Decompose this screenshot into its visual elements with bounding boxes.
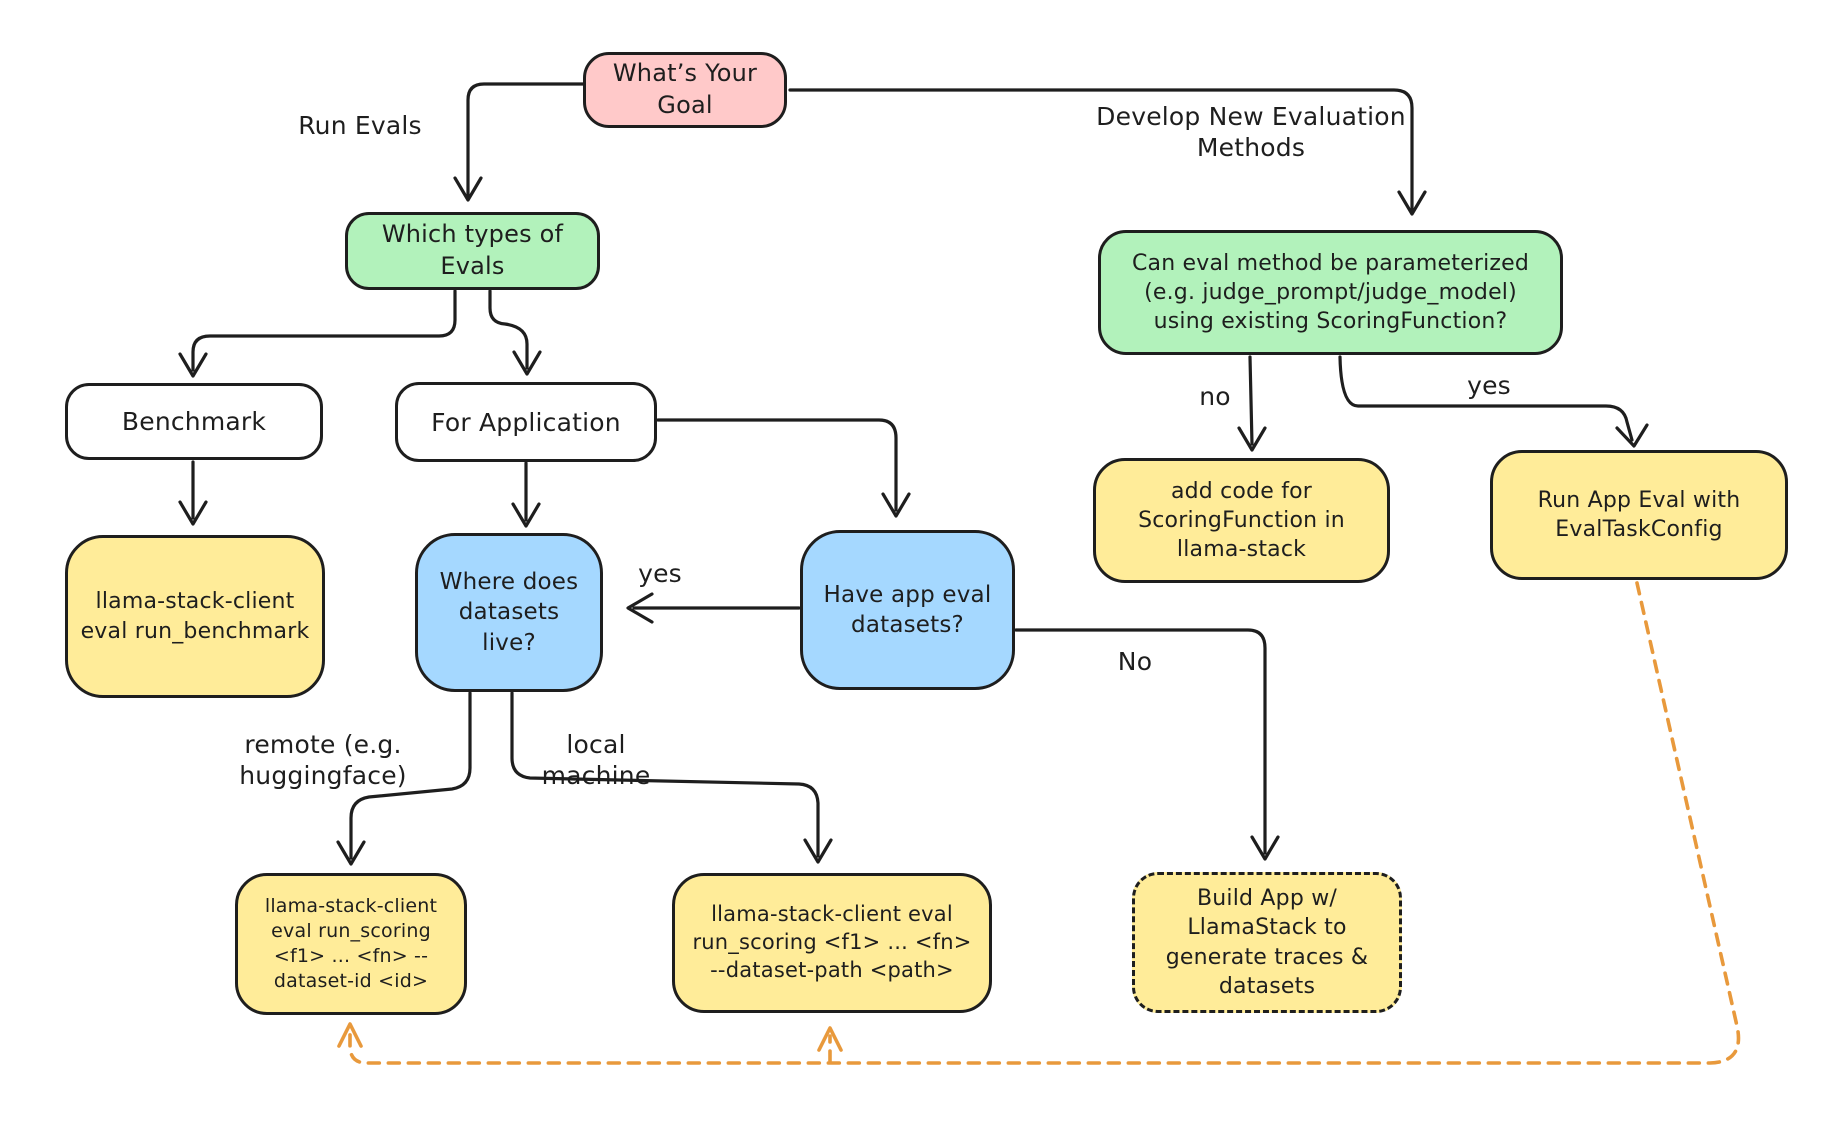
- edge-label-no-have-datasets: No: [1117, 647, 1153, 676]
- edge-label-yes-scoring-fn: yes: [1467, 371, 1511, 400]
- node-run-app-eval: Run App Eval with EvalTaskConfig: [1490, 450, 1788, 580]
- edge-label-no-scoring-fn: no: [1199, 382, 1231, 411]
- node-benchmark: Benchmark: [65, 383, 323, 460]
- node-whats-your-goal: What’s Your Goal: [583, 52, 787, 128]
- node-add-code-scoring-function: add code for ScoringFunction in llama-stack: [1093, 458, 1390, 583]
- edge-label-develop-new-methods: Develop New Evaluation Methods: [1096, 102, 1406, 163]
- edge-which-to-for-application: [490, 291, 540, 374]
- node-can-eval-be-parameterized: Can eval method be parameterized (e.g. judge_prompt/judge_model) using existing ScoringFunction?: [1098, 230, 1563, 355]
- edge-label-local-machine: local machine: [541, 730, 651, 791]
- edge-label-remote-huggingface: remote (e.g. huggingface): [239, 730, 407, 791]
- node-run-scoring-dataset-path: llama-stack-client eval run_scoring <f1> ... <fn> --dataset-path <path>: [672, 873, 992, 1013]
- edge-label-yes-have-datasets: yes: [638, 559, 682, 588]
- edge-benchmark-to-run-benchmark: [180, 462, 206, 524]
- edge-which-to-benchmark: [180, 291, 455, 376]
- node-run-scoring-dataset-id: llama-stack-client eval run_scoring <f1> ... <fn> --dataset-id <id>: [235, 873, 467, 1015]
- node-build-app-llamastack: Build App w/ LlamaStack to generate traces & datasets: [1132, 872, 1402, 1013]
- edge-label-run-evals: Run Evals: [298, 111, 422, 140]
- edge-for-application-to-have: [658, 420, 909, 516]
- edge-for-application-to-where: [513, 463, 539, 526]
- node-have-app-eval-datasets: Have app eval datasets?: [800, 530, 1015, 690]
- node-which-types-of-evals: Which types of Evals: [345, 212, 600, 290]
- node-run-benchmark-cmd: llama-stack-client eval run_benchmark: [65, 535, 325, 698]
- node-for-application: For Application: [395, 382, 657, 462]
- node-where-datasets-live: Where does datasets live?: [415, 533, 603, 692]
- edge-have-yes-to-where: [628, 594, 799, 622]
- edge-goal-to-which-types: [455, 84, 583, 200]
